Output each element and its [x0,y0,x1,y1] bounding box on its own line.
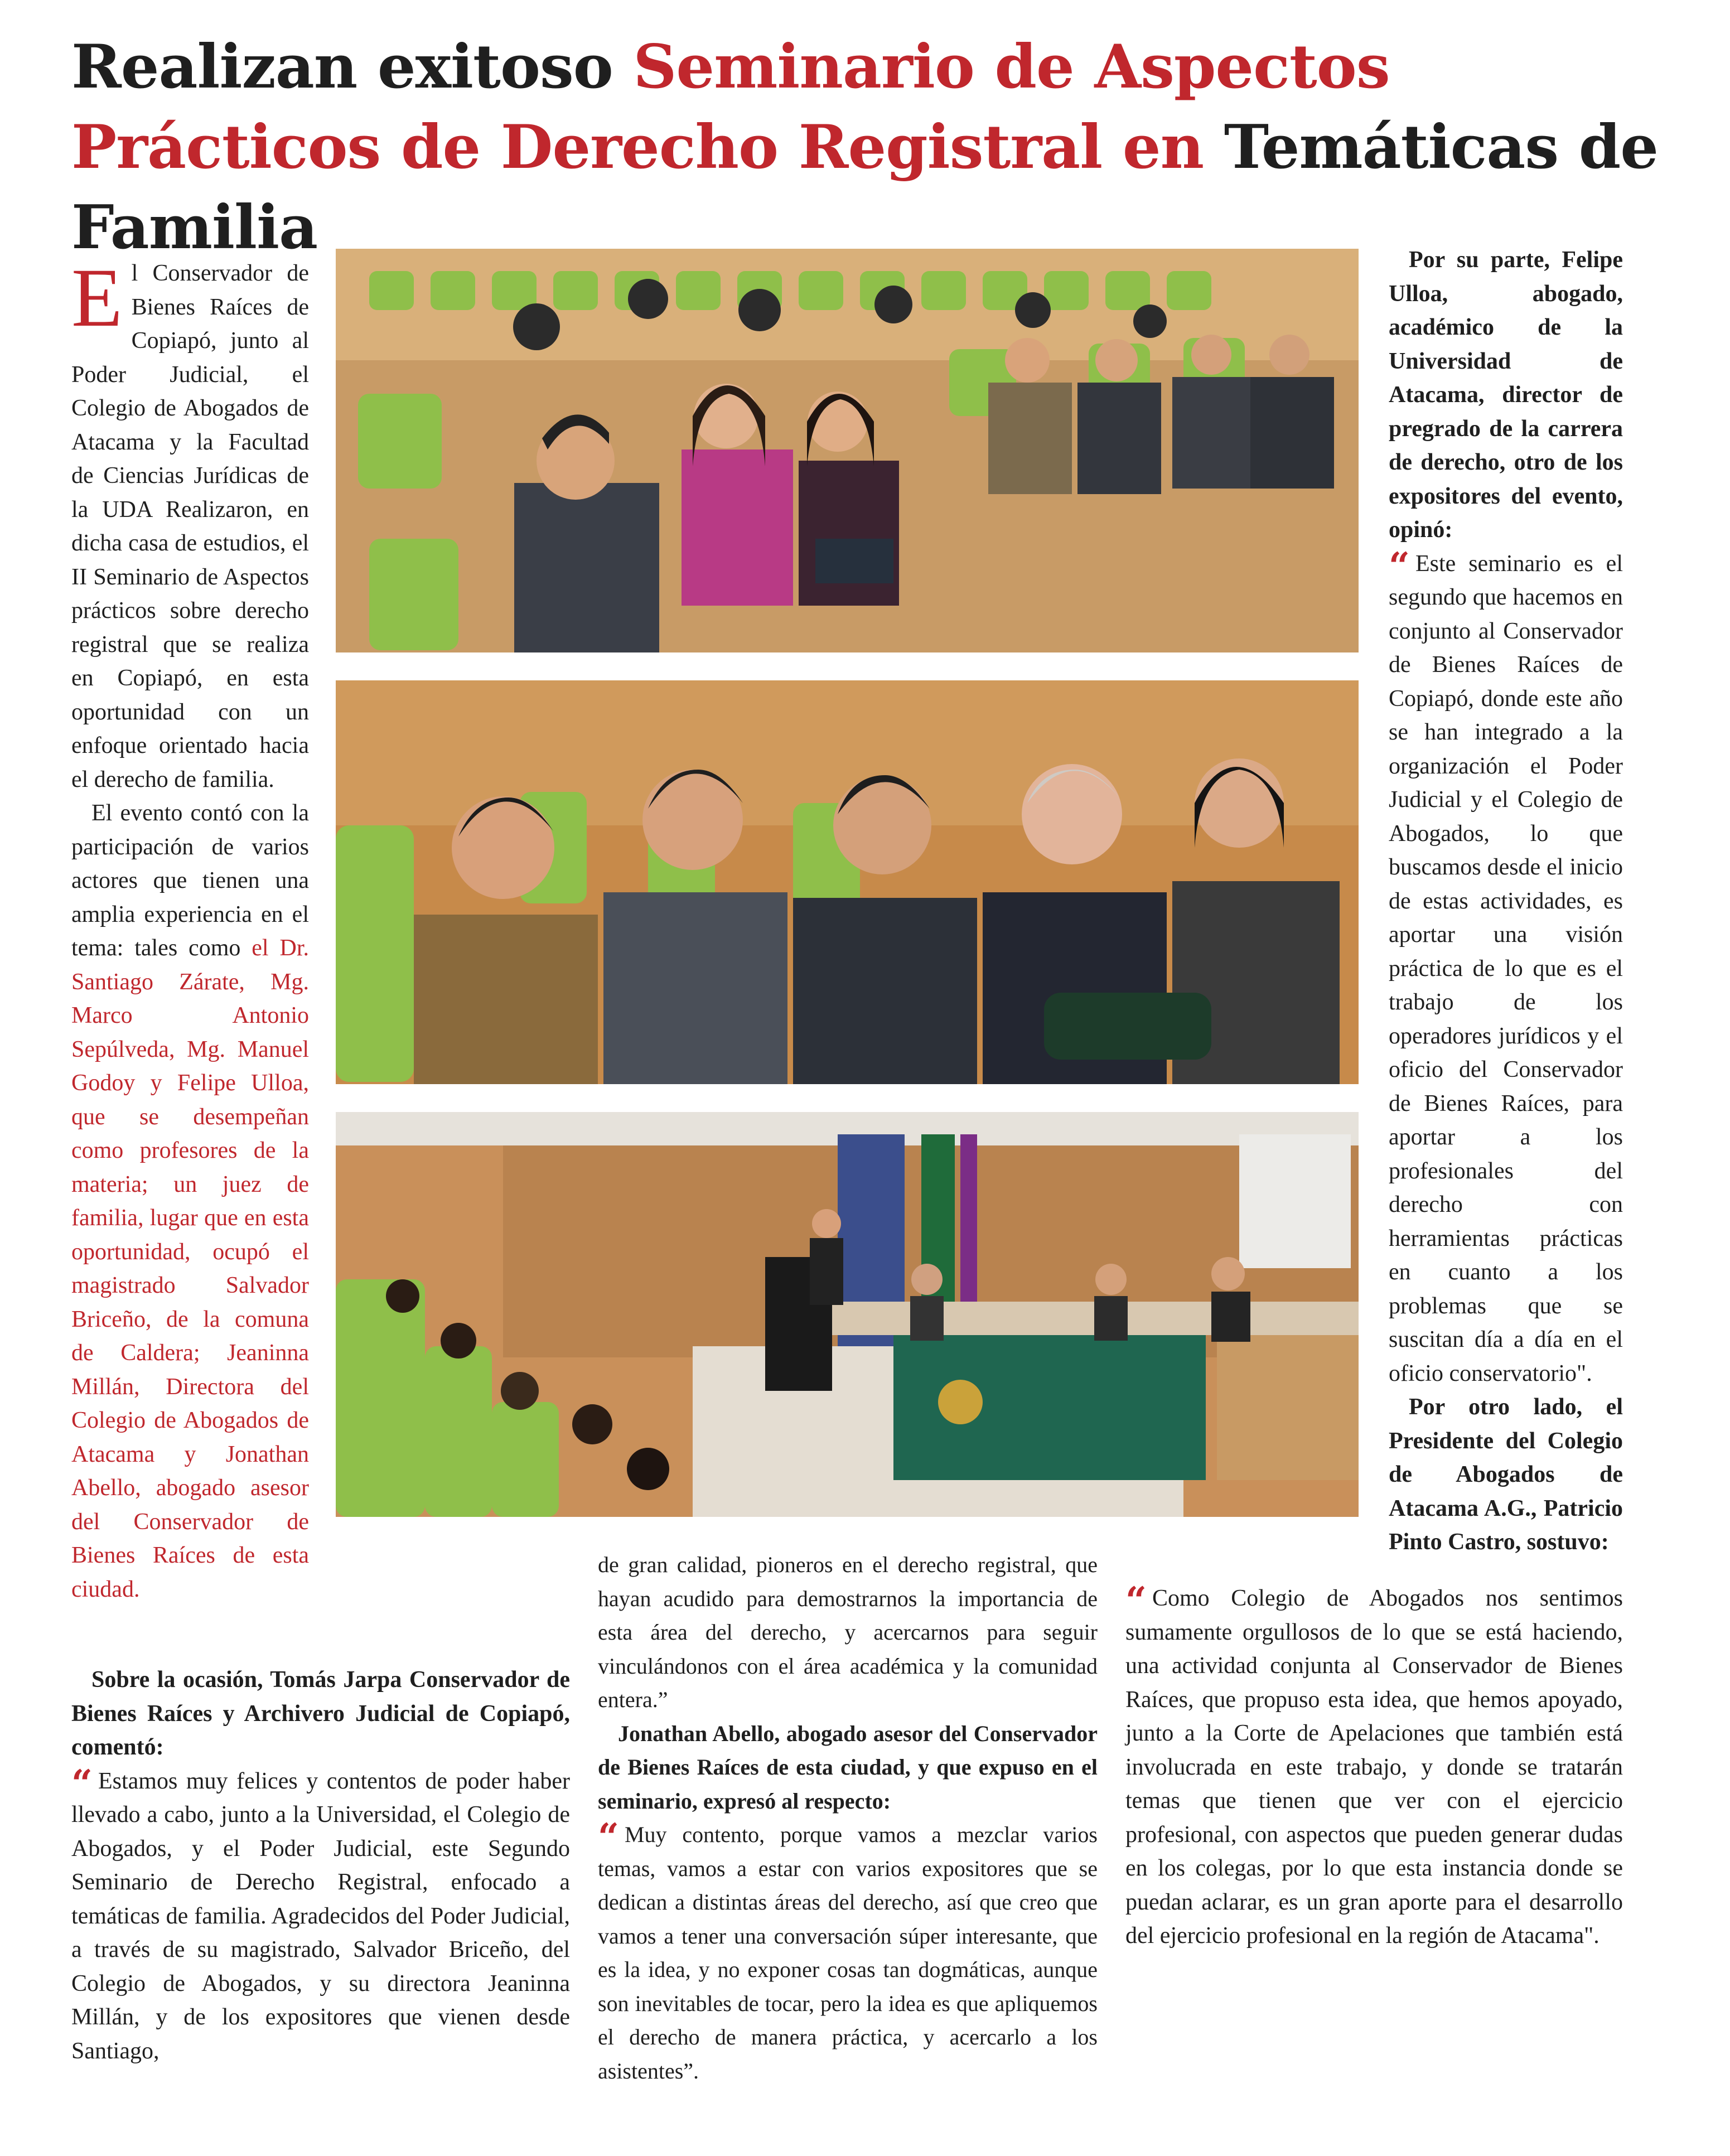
quote-mark-icon: “ [1125,1579,1147,1622]
abello-quote-text: Muy contento, porque vamos a mezclar varios temas, vamos a estar con varios expositores que se dedican a distintas áreas del derecho, así que creo que vamos a tener una conversación súper interesante, que es la idea, y no exponer cosas tan dogmáticas, aunque son inevitables de tocar, pero la idea es que apliquemos el derecho de manera práctica, y acercarlo a los asistentes”. [598,1822,1098,2084]
pinto-intro: Por otro lado, el Presidente del Colegio de Abogados de Atacama A.G., Patricio Pinto Castro, sostuvo: [1389,1394,1623,1555]
photo-audience [336,249,1359,652]
intro-text: l Conservador de Bienes Raíces de Copiapó, junto al Poder Judicial, el Colegio de Abogados de Atacama y la Facultad de Ciencias Jurídicas de la UDA Realizaron, en dicha casa de estudios, el II Seminario de Aspectos prácticos sobre derecho registral que se realiza en Copiapó, en esta oportunidad con un enfoque orientado hacia el derecho de familia. [71,260,309,792]
column-3 [1389,243,1623,1559]
participants-intro: El evento contó con la participación de varios actores que tienen una amplia experiencia en el tema: tales como [71,800,309,961]
quote-mark-icon: “ [71,1761,93,1805]
intro-paragraph [71,252,309,796]
pinto-quote [1125,1579,1623,1953]
pinto-quote-text: Como Colegio de Abogados nos sentimos sumamente orgullosos de lo que se está haciendo, una actividad conjunta al Conservador de Bienes Raíces, que propuso esta idea, que hemos apoyado, junto a la Corte de Apelaciones que también está involucrada en este trabajo, y donde se tratarán temas que tienen que ver con el ejercicio profesional, con aspectos que pueden generar dudas en los colegas, por lo que esta instancia donde se puedan aclarar, es un gran aporte para el desarrollo del ejercicio profesional en la región de Atacama". [1125,1585,1623,1949]
ulloa-intro: Por su parte, Felipe Ulloa, abogado, académico de la Universidad de Atacama, director de pregrado de la carrera de derecho, otro de los expositores del evento, opinó: [1389,247,1623,543]
participants-paragraph [71,796,309,1606]
ulloa-quote [1389,544,1623,1391]
photo-front-row [336,680,1359,1084]
abello-intro: Jonathan Abello, abogado asesor del Conservador de Bienes Raíces de esta ciudad, y que expuso en el seminario, expresó al respecto: [598,1720,1098,1814]
photo-panel [336,1112,1359,1517]
headline-part-1: Realizan exitoso [71,32,634,102]
ulloa-quote-text: Este seminario es el segundo que hacemos en conjunto al Conservador de Bienes Raíces de Copiapó, donde este año se han integrado a la organización el Poder Judicial y el Colegio de Abogados, lo que buscamos desde el inicio de estas actividades, es aportar una visión práctica de lo que es el trabajo de los operadores jurídicos y el oficio del Conservador de Bienes Raíces, para aportar a los profesionales del derecho con herramientas prácticas en cuanto a los problemas que se suscitan día a día en el oficio conservatorio". [1389,550,1623,1386]
drop-cap: E [71,252,123,344]
abello-quote [598,1815,1098,2088]
headline [71,27,1678,268]
headline-part-2: Seminario de Aspectos Prácticos de Derecho Registral en [71,32,1390,182]
column-2 [598,1548,1098,2088]
quote-mark-icon: “ [598,1815,619,1859]
headline-part-3: Temáticas de Familia [71,112,1658,263]
jarpa-quote [71,1761,570,2068]
jarpa-quote-continued: de gran calidad, pioneros en el derecho registral, que hayan acudido para demostrarnos la importancia de esta área del derecho, y acercarnos para seguir vinculándonos con el área académica y la comunidad entera.” [598,1552,1098,1712]
participants-list: el Dr. Santiago Zárate, Mg. Marco Antonio Sepúlveda, Mg. Manuel Godoy y Felipe Ulloa, que se desempeñan como profesores de la materia; un juez de familia, lugar que en esta oportunidad, ocupó el magistrado Salvador Briceño, de la comuna de Caldera; Jeaninna Millán, Directora del Colegio de Abogados de Atacama y Jonathan Abello, abogado asesor del Conservador de Bienes Raíces de esta ciudad. [71,935,309,1602]
jarpa-quote-text: Estamos muy felices y contentos de poder haber llevado a cabo, junto a la Universidad, el Colegio de Abogados, y el Poder Judicial, este Segundo Seminario de Derecho Registral, enfocado a temáticas de familia. Agradecidos del Poder Judicial, a través de su magistrado, Salvador Briceño, del Colegio de Abogados, y su directora Jeaninna Millán, y de los expositores que vienen desde Santiago, [71,1768,570,2064]
quote-mark-icon: “ [1389,544,1410,588]
column-1-lower [71,1663,570,2068]
column-1 [71,252,309,1606]
column-3-lower [1125,1579,1623,1953]
jarpa-intro: Sobre la ocasión, Tomás Jarpa Conservador de Bienes Raíces y Archivero Judicial de Copiapó, comentó: [71,1667,570,1760]
